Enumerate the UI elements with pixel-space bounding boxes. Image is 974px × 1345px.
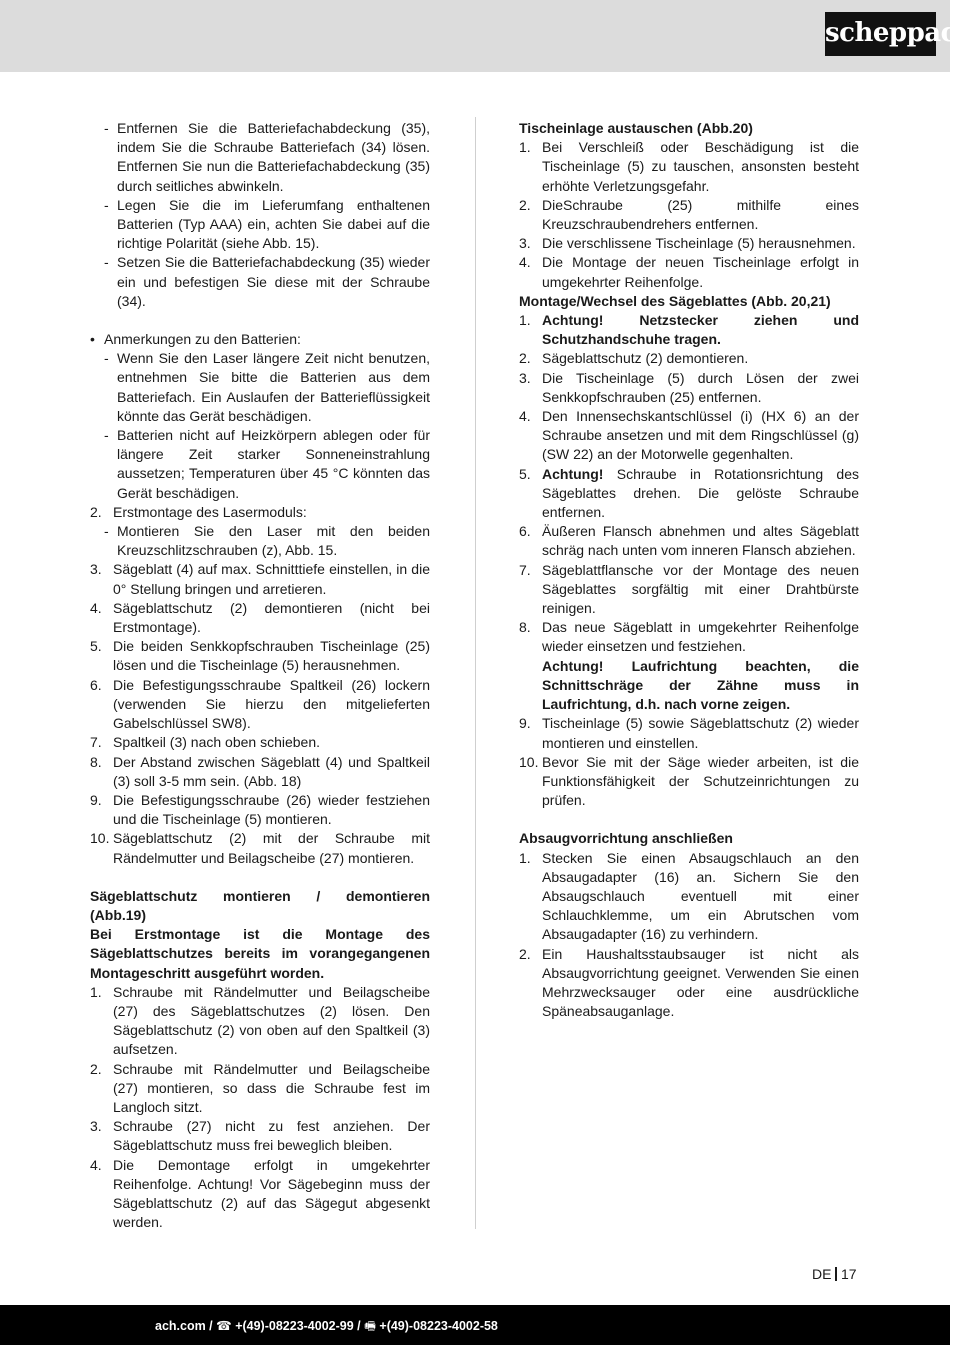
- list-item: 10. Bevor Sie mit der Säge wieder arbeiten, ist die Funktionsfähigkeit der Schutzeinrichtungen zu prüfen.: [519, 753, 859, 809]
- list-item: 5. Die beiden Senkkopfschrauben Tischeinlage (25) lösen und die Tischeinlage (5) herausnehmen.: [90, 638, 430, 674]
- list-item: - Setzen Sie die Batteriefachabdeckung (35) wieder ein und befestigen Sie diese mit der Schraube (34).: [104, 254, 430, 309]
- list-item: 5. Achtung! Schraube in Rotationsrichtung des Sägeblattes drehen. Die gelöste Schraube entfernen.: [519, 465, 859, 521]
- list-item: - Legen Sie die im Lieferumfang enthaltenen Batterien (Typ AAA) ein, achten Sie dabei auf die richtige Polarität (siehe Abb. 15).: [104, 196, 430, 252]
- list-item: 4. Die Demontage erfolgt in umgekehrter Reihenfolge. Achtung! Vor Sägebeginn muss der Sägeblattschutz (2) auf das Sägegut abgesenkt werden.: [90, 1156, 430, 1231]
- right-column: [519, 119, 859, 1021]
- list-item: - Batterien nicht auf Heizkörpern ablegen oder für längere Zeit starker Sonneneinstrahlung aussetzen; Temperaturen über 45 °C könnten das Gerät beschädigen.: [104, 427, 430, 501]
- list-item: 4. Sägeblattschutz (2) demontieren (nicht bei Erstmontage).: [90, 599, 430, 636]
- list-item: 2. Ein Haushaltsstaubsauger ist nicht als Absaugvorrichtung geeignet. Verwenden Sie einen Mehrzwecksauger oder eine ausdrückliche Späneabsauganlage.: [519, 945, 859, 1020]
- column-divider: [475, 117, 476, 1229]
- warning-note: Achtung! Laufrichtung beachten, die Schnittschräge der Zähne muss in Laufrichtung, d.h. nach vorne zeigen.: [542, 657, 859, 713]
- list-item: 6. Die Befestigungsschraube Spaltkeil (26) lockern (verwenden Sie hierzu den mitgelieferten Gabelschlüssel SW8).: [90, 676, 430, 732]
- list-item: 9. Tischeinlage (5) sowie Sägeblattschutz (2) wieder montieren und einstellen.: [519, 715, 859, 751]
- section-heading: Sägeblattschutz montieren / demontieren: [90, 887, 430, 904]
- page-footer: [0, 1305, 950, 1345]
- list-item: 1. Stecken Sie einen Absaugschlauch an den Absaugadapter (16) an. Sichern Sie den Absaugschlauch eventuell mit einer Schlauchklemme, um ein Abrutschen vom Absaugadapter (16) zu verhindern.: [519, 849, 859, 943]
- list-item: 2. Erstmontage des Lasermoduls:: [90, 503, 307, 520]
- section-heading: Absaugvorrichtung anschließen: [519, 830, 733, 847]
- list-item: 2. Sägeblattschutz (2) demontieren.: [519, 350, 749, 367]
- list-item: 4. Den Innensechskantschlüssel (i) (HX 6) an der Schraube ansetzen und mit dem Ringschlüssel (g) (SW 22) an der Motorwelle gegenhalten.: [519, 408, 859, 463]
- list-item: - Entfernen Sie die Batteriefachabdeckung (35), indem Sie die Schraube Batteriefach (34) lösen. Entfernen Sie nun die Batteriefachabdeckung (35) durch seitliches abwinkeln.: [104, 120, 430, 194]
- section-heading: Montage/Wechsel des Sägeblattes (Abb. 20,21): [519, 292, 831, 309]
- list-item: 1. Schraube mit Rändelmutter und Beilagscheibe (27) des Sägeblattschutzes (2) lösen. Den Sägeblattschutz (2) von oben auf den Spaltkeil (3) aufsetzen.: [90, 983, 430, 1058]
- list-item: 8. Der Abstand zwischen Sägeblatt (4) und Spaltkeil (3) soll 3-5 mm sein. (Abb. 18): [90, 753, 430, 789]
- phone-icon: ☎: [216, 1319, 232, 1333]
- contact-line: [155, 1316, 815, 1336]
- list-item: 6. Äußeren Flansch abnehmen und altes Sägeblatt schräg nach unten vom inneren Flansch abziehen.: [519, 523, 859, 559]
- fax-icon: 🖷: [364, 1319, 376, 1333]
- page-number: DE 17: [812, 1266, 857, 1282]
- list-item: 8. Das neue Sägeblatt in umgekehrter Reihenfolge wieder einsetzen und festziehen.: [519, 619, 859, 655]
- list-item: 2. Schraube mit Rändelmutter und Beilagscheibe (27) montieren, so dass die Schraube fest im Langloch sitzt.: [90, 1060, 430, 1115]
- list-item: 7. Spaltkeil (3) nach oben schieben.: [90, 734, 321, 751]
- list-item: 10. Sägeblattschutz (2) mit der Schraube mit Rändelmutter und Beilagscheibe (27) montieren.: [90, 830, 430, 866]
- list-item: - Wenn Sie den Laser längere Zeit nicht benutzen, entnehmen Sie bitte die Batterien aus dem Batteriefach. Ein Auslaufen der Batterieflüssigkeit könnte das Gerät beschädigen.: [104, 350, 430, 424]
- list-item: 1. Bei Verschleiß oder Beschädigung ist die Tischeinlage (5) zu tauschen, ansonsten besteht erhöhte Verletzungsgefahr.: [519, 139, 859, 194]
- list-item: 9. Die Befestigungsschraube (26) wieder festziehen und die Tischeinlage (5) montieren.: [90, 791, 430, 828]
- list-item: 3. Die Tischeinlage (5) durch Lösen der zwei Senkkopfschrauben (25) entfernen.: [519, 369, 859, 405]
- section-heading: (Abb.19): [90, 906, 146, 923]
- page-header: [0, 0, 974, 72]
- list-item: 1. Achtung! Netzstecker ziehen und Schutzhandschuhe tragen.: [519, 312, 859, 348]
- warning-note: Bei Erstmontage ist die Montage des Sägeblattschutzes bereits im vorangegangenen Montageschritt ausgeführt worden.: [90, 926, 430, 981]
- list-item: 3. Die verschlissene Tischeinlage (5) herausnehmen.: [519, 235, 856, 252]
- left-column: [90, 119, 430, 1232]
- list-item: • Anmerkungen zu den Batterien:: [90, 331, 301, 348]
- website-text: ach.com /: [155, 1319, 217, 1333]
- list-item: 7. Sägeblattflansche vor der Montage des neuen Sägeblattes sorgfältig mit einer Drahtbürste reinigen.: [519, 561, 859, 617]
- fax-number: +(49)-08223-4002-58: [375, 1319, 498, 1333]
- section-heading: Tischeinlage austauschen (Abb.20): [519, 120, 753, 136]
- list-item: 3. Schraube (27) nicht zu fest anziehen. Der Sägeblattschutz muss frei beweglich bleiben.: [90, 1118, 430, 1154]
- list-item: 4. Die Montage der neuen Tischeinlage erfolgt in umgekehrter Reihenfolge.: [519, 254, 859, 290]
- phone-number: +(49)-08223-4002-99 /: [231, 1319, 365, 1333]
- scheppach-logo: scheppach: [825, 12, 936, 56]
- list-item: 2. DieSchraube (25) mithilfe eines Kreuzschraubendrehers entfernen.: [519, 196, 859, 233]
- list-item: 3. Sägeblatt (4) auf max. Schnitttiefe einstellen, in die 0° Stellung bringen und arretieren.: [90, 561, 430, 597]
- list-item: - Montieren Sie den Laser mit den beiden Kreuzschlitzschrauben (z), Abb. 15.: [104, 523, 430, 559]
